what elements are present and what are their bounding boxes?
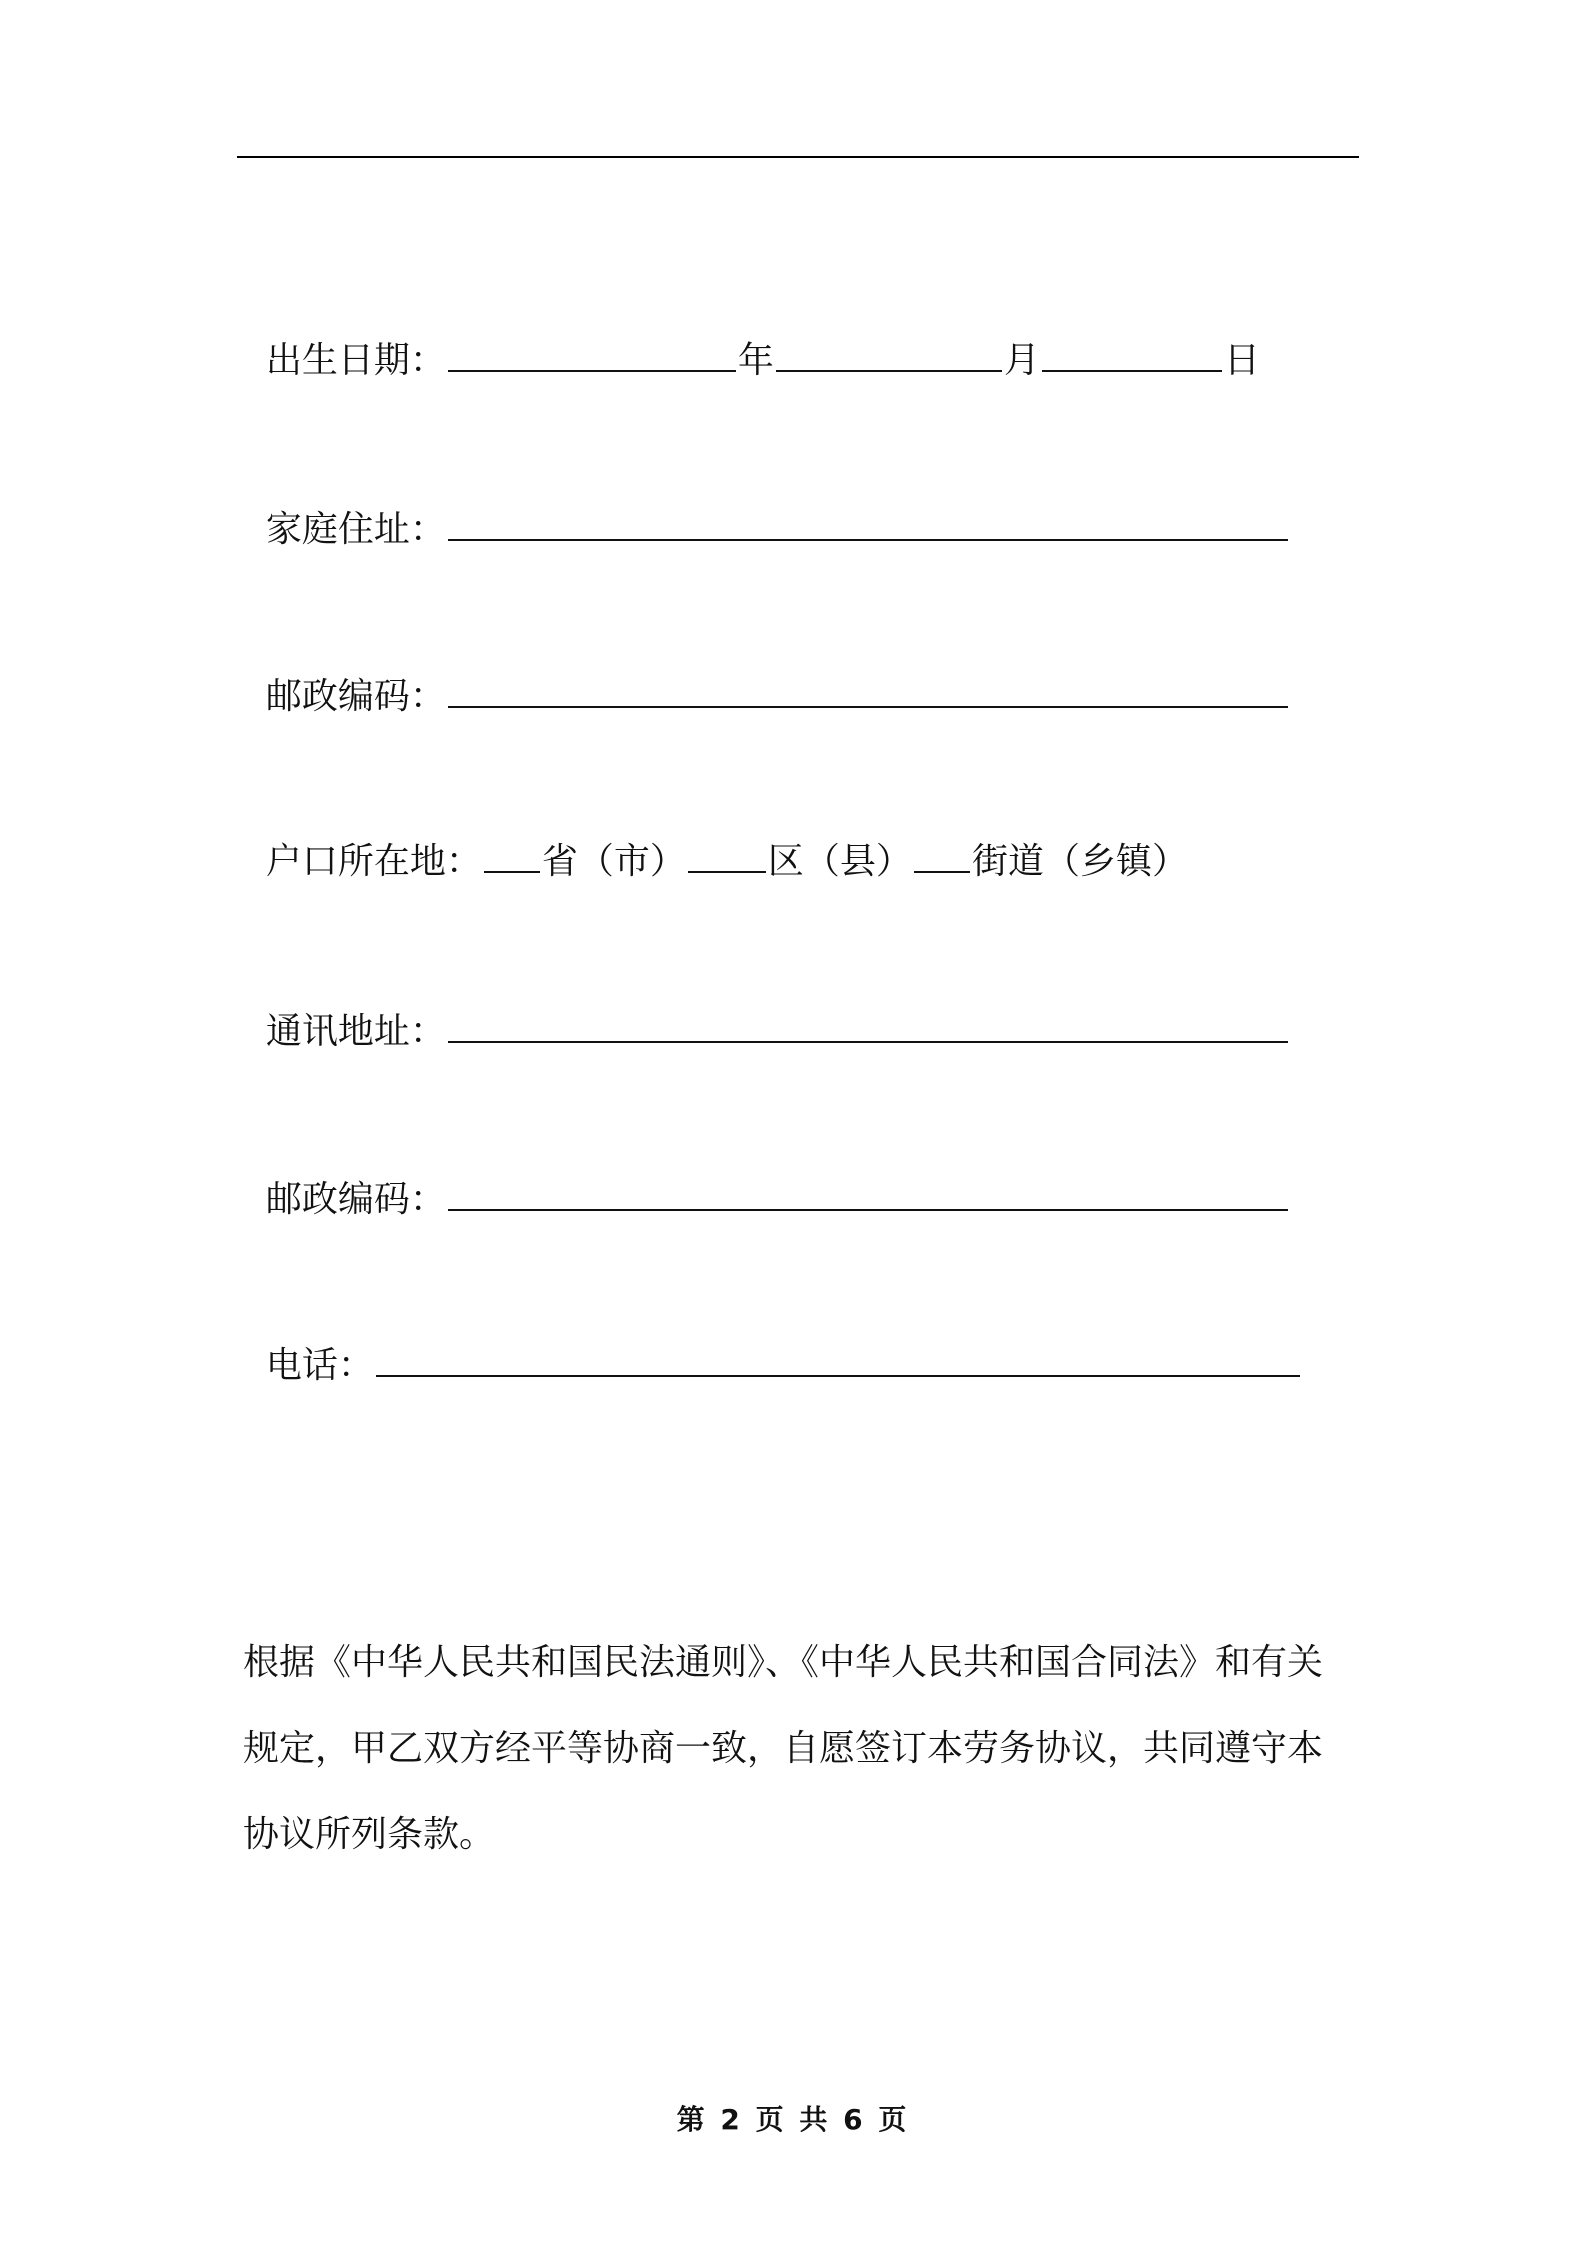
postal-code-blank-1[interactable] [448, 676, 1288, 708]
hukou-street-blank[interactable] [914, 841, 970, 873]
home-address-row [243, 458, 1290, 554]
birth-month-suffix: 月 [1003, 340, 1040, 381]
hukou-label: 户口所在地： [265, 841, 482, 882]
birth-date-label: 出生日期： [265, 340, 446, 381]
birth-day-blank[interactable] [1042, 340, 1222, 372]
phone-row [243, 1294, 1302, 1390]
birth-year-suffix: 年 [737, 340, 774, 381]
hukou-row [243, 790, 1188, 886]
hukou-province-suffix: 省（市） [541, 841, 686, 882]
header-rule [237, 156, 1359, 158]
birth-date-row [243, 289, 1260, 385]
hukou-district-suffix: 区（县） [767, 841, 912, 882]
paragraph-line-3: 协议所列条款。 [243, 1814, 496, 1855]
birth-month-blank[interactable] [776, 340, 1002, 372]
phone-label: 电话： [265, 1345, 374, 1386]
home-address-blank[interactable] [448, 509, 1288, 541]
hukou-street-suffix: 街道（乡镇） [971, 841, 1188, 882]
birth-day-suffix: 日 [1223, 340, 1260, 381]
mailing-address-blank[interactable] [448, 1011, 1288, 1043]
hukou-province-blank[interactable] [484, 841, 540, 873]
page-number-footer: 第 2 页 共 6 页 [676, 2103, 910, 2136]
paragraph-line-1: 根据《中华人民共和国民法通则》、《中华人民共和国合同法》和有关 [243, 1642, 1324, 1683]
paragraph-line-2: 规定，甲乙双方经平等协商一致，自愿签订本劳务协议，共同遵守本 [243, 1728, 1324, 1769]
postal-code-blank-2[interactable] [448, 1179, 1288, 1211]
hukou-district-blank[interactable] [688, 841, 766, 873]
mailing-address-label: 通讯地址： [265, 1011, 446, 1052]
phone-blank[interactable] [376, 1345, 1300, 1377]
agreement-paragraph [243, 1620, 1363, 1878]
postal-code-row-2 [243, 1128, 1290, 1224]
mailing-address-row [243, 960, 1290, 1056]
postal-code-row-1 [243, 625, 1290, 721]
postal-code-label-2: 邮政编码： [265, 1179, 446, 1220]
postal-code-label-1: 邮政编码： [265, 676, 446, 717]
home-address-label: 家庭住址： [265, 509, 446, 550]
birth-year-blank[interactable] [448, 340, 736, 372]
